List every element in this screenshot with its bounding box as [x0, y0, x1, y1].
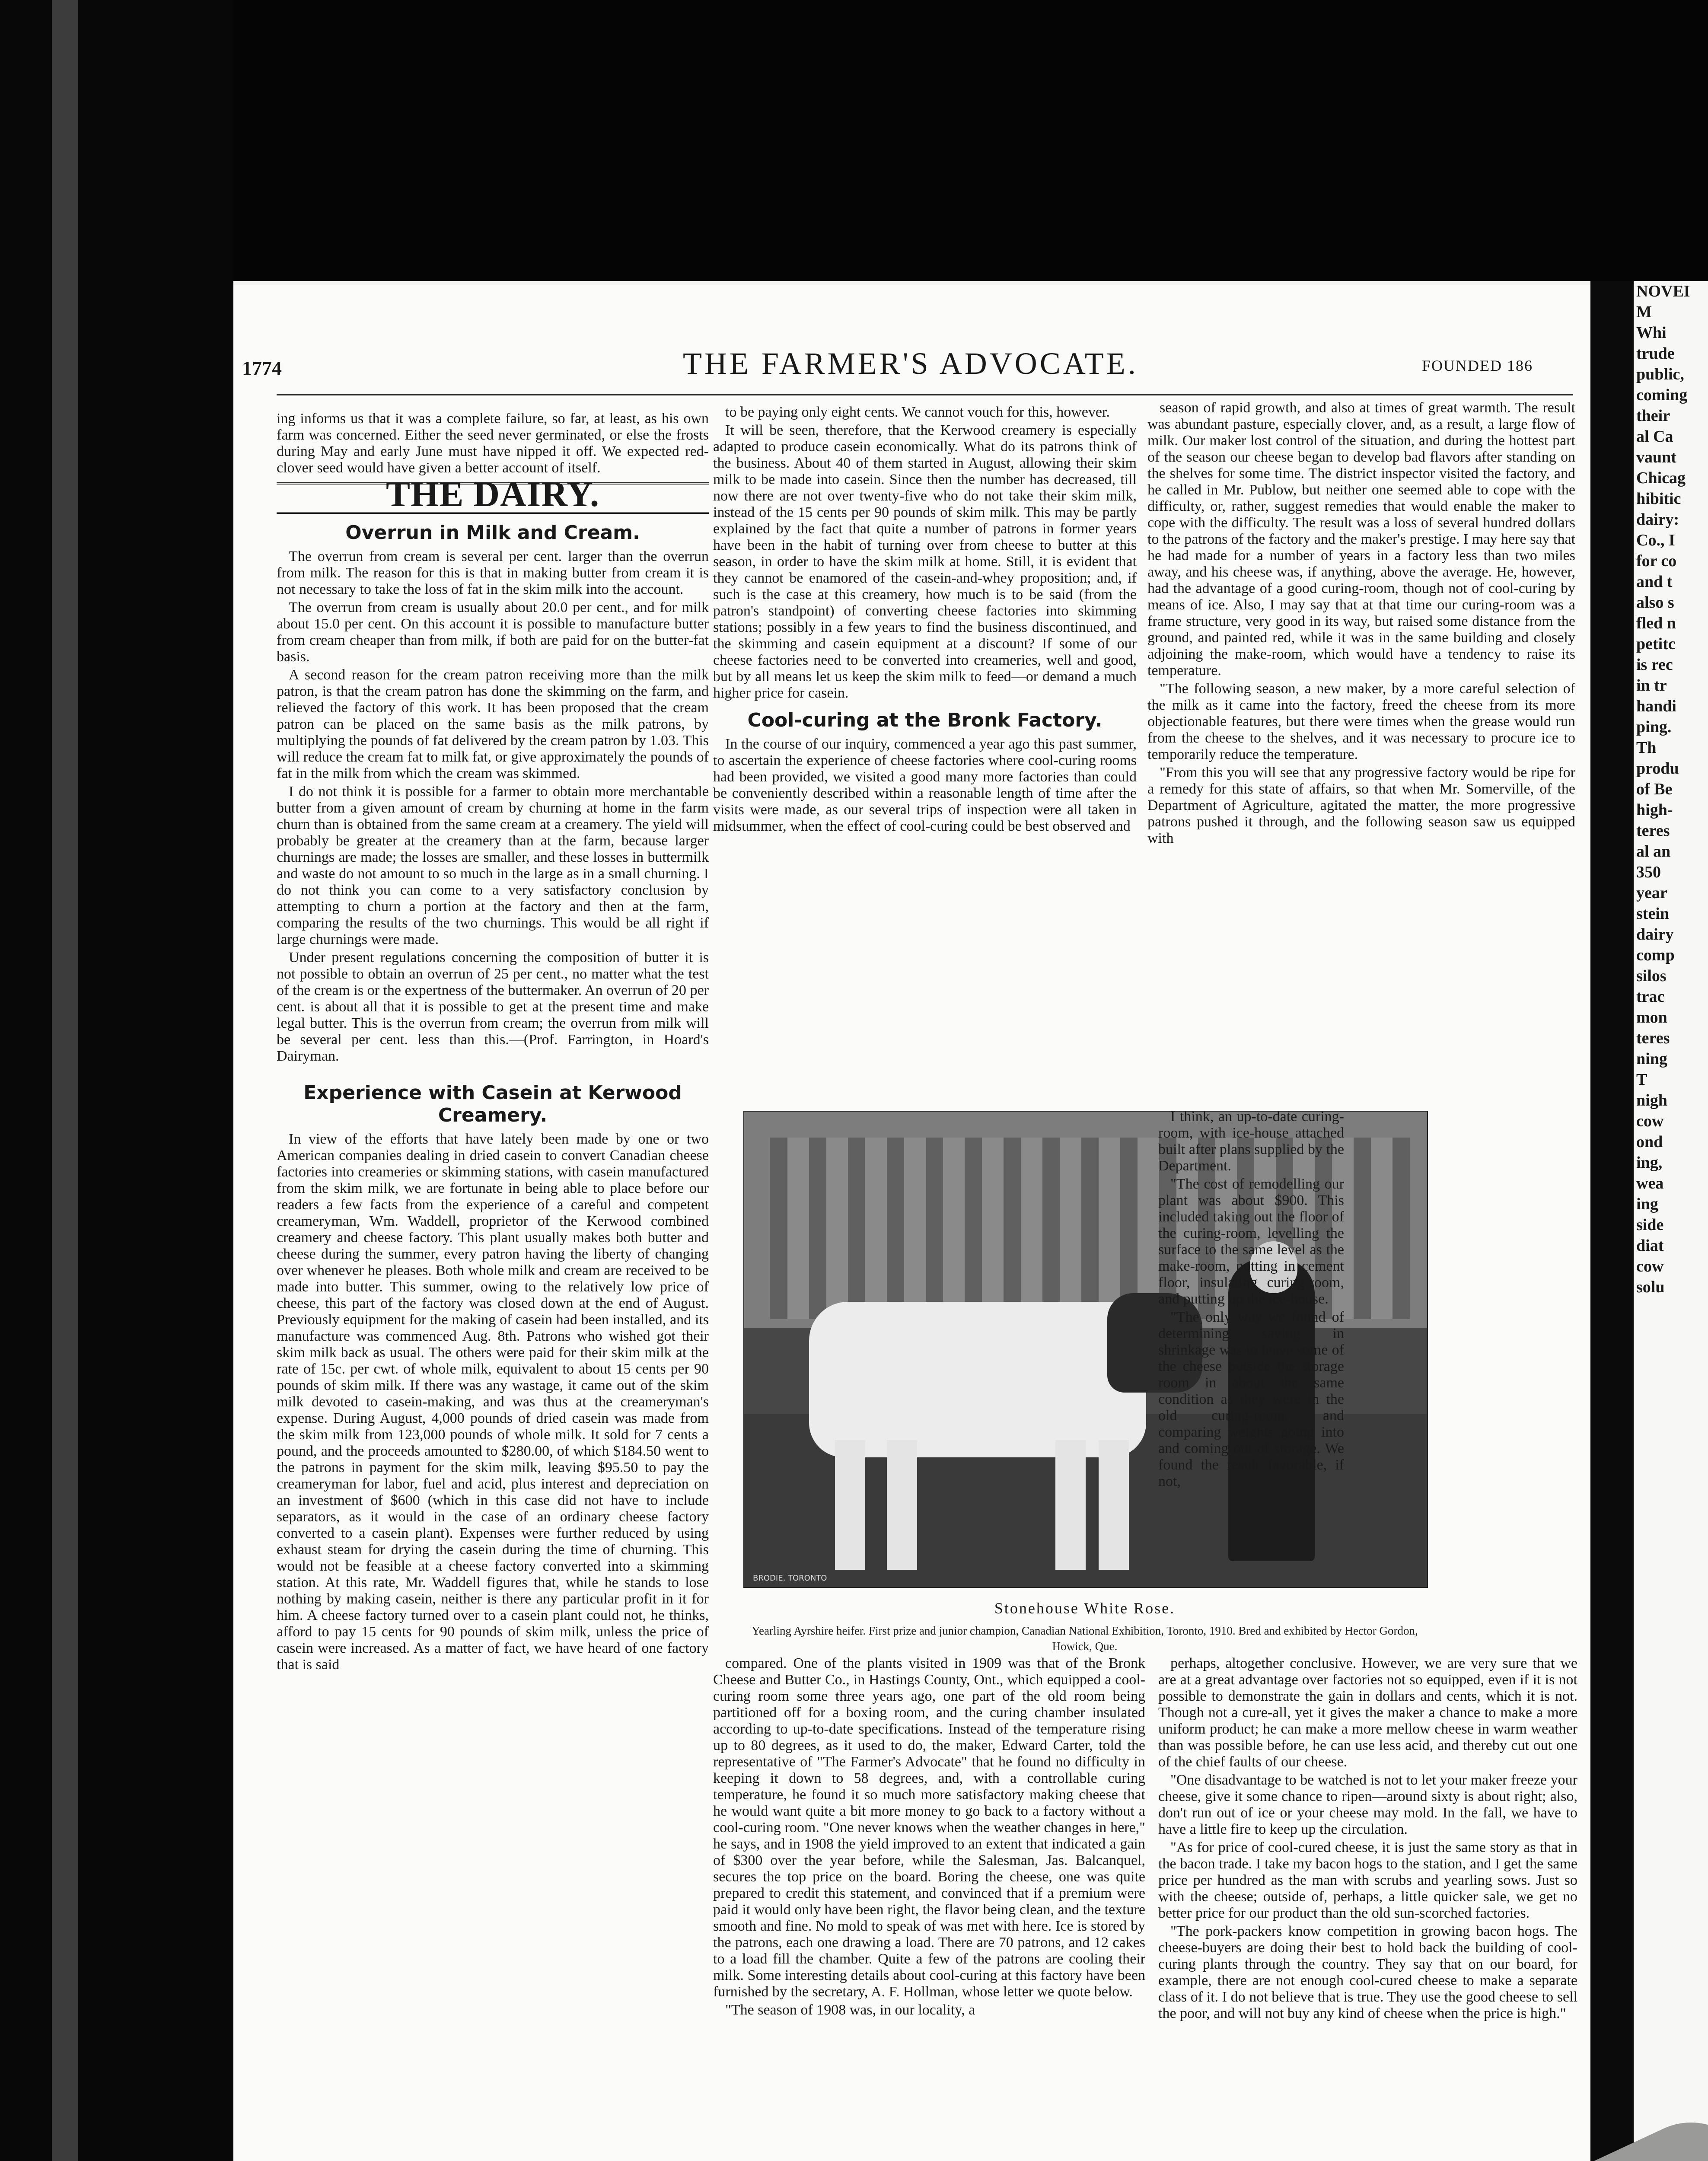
paragraph: The overrun from cream is several per cent. larger than the overrun from milk. The reason for this is that in making butter from cream it is not necessary to take the loss of fat in the skim milk into the account. [277, 548, 709, 597]
adjacent-page-line: teres [1636, 822, 1670, 840]
casein-continuation [713, 404, 1137, 701]
page-gutter [1590, 281, 1634, 2161]
paragraph: In the course of our inquiry, commenced a year ago this past summer, to ascertain the experience of cheese factories where cool-curing rooms had been provided, we visited a good many more factories than could be conveniently described within a reasonable length of time after the visits were made, as our several trips of inspection were all taken in midsummer, when the effect of cool-curing could be best observed and [713, 736, 1137, 834]
adjacent-page-line: stein [1636, 905, 1669, 923]
article-body-overrun [277, 548, 709, 1065]
adjacent-page-line: Whi [1636, 324, 1667, 342]
photo-caption-text: Yearling Ayrshire heifer. First prize and junior champion, Canadian National Exhibition, Toronto, 1910. Bred and exhibited by Hector Gordon, Howick, Que. [752, 1624, 1418, 1653]
paragraph: "One disadvantage to be watched is not to let your maker freeze your cheese, give it some chance to ripen—around sixty is about right; also, don't run out of ice or your cheese may mold. In the fall, we have to have a little fire to keep up the circulation. [1158, 1772, 1577, 1837]
page-number: 1774 [242, 357, 282, 379]
adjacent-page-line: T [1636, 1071, 1647, 1089]
adjacent-page-line: of Be [1636, 780, 1673, 798]
adjacent-page-line: wea [1636, 1174, 1664, 1192]
intro-paragraph: ing informs us that it was a complete failure, so far, at least, as his own farm was concerned. Either the seed never germinated, or else the frosts during May and early June must have nipped it off. We expected red-clover seed would have given a better account of itself. [277, 411, 709, 476]
paragraph: Under present regulations concerning the composition of butter it is not possible to obtain an overrun of 25 per cent., no matter what the test of the cream is or the expertness of the buttermaker. An overrun of 20 per cent. is about all that it is possible to get at the present time and make legal butter. This is the overrun from cream; the overrun from milk will be several per cent. less than this.—(Prof. Farrington, in Hoard's Dairyman. [277, 950, 709, 1064]
adjacent-page-line: in tr [1636, 676, 1667, 695]
paragraph: season of rapid growth, and also at times of great warmth. The result was abundant pasture, especially clover, and, as a result, a large flow of milk. Our maker lost control of the situation, and during the hottest part of the season our cheese began to develop bad flavors after standing on the shelves for some time. The district inspector visited the factory, and he called in Mr. Publow, but neither one seemed able to cope with the difficulty, or, rather, suggest remedies that would enable the maker to cope with the difficulty. The result was a loss of several hundred dollars to the patrons of the factory and the maker's prestige. I may here say that he had made for a number of years in a factory less than two miles away, and his cheese was, if anything, above the average. He, however, had the advantage of a good curing-room, though not of cool-curing by means of ice. Also, I may say that at that time our curing-room was a frame structure, very good in its way, but raised some distance from the ground, and painted red, while it was in the same building and closely adjoining the make-room, which would have a tendency to raise its temperature. [1147, 400, 1575, 679]
adjacent-page-line: Chicag [1636, 469, 1686, 487]
adjacent-page-line: Co., I [1636, 531, 1675, 549]
bronk-factory-text [713, 1655, 1145, 2018]
scan-dark-border-top [0, 0, 1708, 281]
adjacent-page-line: trude [1636, 344, 1675, 363]
cool-curing-letter [1147, 400, 1575, 847]
column-3-lower [1158, 1655, 1577, 2024]
paragraph: In view of the efforts that have lately been made by one or two American companies dealing in dried casein to convert Canadian cheese factories into creameries or skimming stations, with casein manufactured from the skim milk, we are fortunate in being able to place before our readers a few facts from the experience of a careful and competent creameryman, Wm. Waddell, proprietor of the Kerwood combined creamery and cheese factory. This plant usually makes both butter and cheese during the summer, every patron having the liberty of changing over whenever he pleases. Both whole milk and cream are received to be made into butter. This summer, owing to the relatively low price of cheese, this part of the factory was closed down at the end of August. Previously equipment for the making of casein had been installed, and its manufacture was commenced Aug. 8th. Patrons who wished got their skim milk back as usual. The others were paid for their skim milk at the rate of 15c. per cwt. of whole milk, equivalent to about 15 cents per 90 pounds of skim milk. If there was any wastage, it came out of the skim milk devoted to casein-making, and was thus at the creameryman's expense. During August, 4,000 pounds of dried casein was made from the skim milk from 123,000 pounds of whole milk. It sold for 7 cents a pound, and the proceeds amounted to $280.00, of which $184.50 went to the patrons in payment for the skim milk, leaving $95.50 to pay the creameryman for labor, fuel and acid, plus interest and depreciation on an investment of $600 (which in this case did not have to include separators, as it would in the case of an ordinary cheese factory converted to a casein plant). Expenses were further reduced by using exhaust steam for drying the casein during the time of churning. This would not be feasible at a cheese factory converted into a skimming station. At this rate, Mr. Waddell figures that, while he stands to lose nothing by making casein, neither is there any particular profit in it for him. A cheese factory turned over to a casein plant could not, he thinks, afford to pay 15 cents for 90 pounds of skim milk, unless the price of casein were increased. As a matter of fact, we have heard of one factory that is said [277, 1131, 709, 1673]
adjacent-page-line: comp [1636, 946, 1675, 964]
adjacent-page-line: cow [1636, 1112, 1664, 1130]
adjacent-page-line: petitc [1636, 635, 1676, 653]
heifer [809, 1302, 1146, 1457]
paragraph: I think, an up-to-date curing-room, with ice-house attached built after plans supplied by the Department. [1158, 1109, 1344, 1174]
header-rule [277, 394, 1573, 395]
column-1 [277, 411, 709, 1675]
paragraph: compared. One of the plants visited in 1909 was that of the Bronk Cheese and Butter Co., in Hastings County, Ont., which equipped a cool-curing room some three years ago, one part of the old room being partitioned off for a boxing room, and the curing chamber insulated according to up-to-date specifications. Instead of the temperature rising up to 80 degrees, as it used to do, the maker, Edward Carter, told the representative of "The Farmer's Advocate" that he found no difficulty in keeping it down to 58 degrees, and, with a controllable curing temperature, he found it so much more satisfactory making cheese that he would want quite a bit more money to go back to a factory without a cool-curing room. "One never knows when the weather changes in here," he says, and in 1908 the yield improved to an extent that indicated a gain of $300 over the year before, while the Salesman, Jas. Balcanquel, secures the top price on the board. Boring the cheese, one was quite prepared to credit this statement, and convinced that if a premium were paid it would only have been right, the flavor being clean, and the texture smooth and fine. No mold to speak of was met with here. Ice is stored by the patrons, each one drawing a load. There are 70 patrons, and 12 cakes to a load fill the chamber. Quite a few of the patrons are cooling their milk. Some interesting details about cool-curing at this factory have been furnished by the secretary, A. F. Hollman, whose letter we quote below. [713, 1655, 1145, 2000]
adjacent-page-line: solu [1636, 1278, 1665, 1296]
adjacent-page-fragment [1634, 281, 1708, 2161]
article-title-overrun: Overrun in Milk and Cream. [345, 522, 640, 544]
adjacent-page-line: NOVEI [1636, 282, 1690, 300]
paragraph: "The following season, a new maker, by a more careful selection of the milk as it came into the factory, freed the cheese from its more objectionable features, but there were times when the grease would run from the cheese to the shelves, and it was necessary to procure ice to temporarily reduce the temperature. [1147, 681, 1575, 762]
photo-caption-title: Stonehouse White Rose. [994, 1600, 1176, 1617]
article-title-casein: Experience with Casein at Kerwood Creamery. [303, 1082, 682, 1126]
adjacent-page-line: cow [1636, 1257, 1664, 1275]
scan-edge-strip [52, 0, 78, 2161]
adjacent-page-line: ping. [1636, 718, 1672, 736]
column-2-lower [713, 1655, 1145, 2020]
adjacent-page-line: ond [1636, 1133, 1663, 1151]
adjacent-page-line: is rec [1636, 656, 1673, 674]
adjacent-page-text [1634, 281, 1708, 1297]
adjacent-page-line: fled n [1636, 614, 1676, 632]
adjacent-page-line: teres [1636, 1029, 1670, 1047]
adjacent-page-line: trac [1636, 988, 1665, 1006]
paragraph: "The season of 1908 was, in our locality, a [725, 2002, 975, 2018]
adjacent-page-line: handi [1636, 697, 1676, 715]
paragraph: "The only way we found of determining saving in shrinkage was to leave some of the cheese outside the storage room in about the same condition as they were in the old curing-room, and comparing weights going into and coming out of storage. We found the result favorable, if not, [1158, 1309, 1344, 1489]
paragraph: "The pork-packers know competition in growing bacon hogs. The cheese-buyers are doing their best to hold back the building of cool-curing plants through the country. They say that on our board, for example, there are not enough cool-cured cheese to make a separate class of it. I do not believe that is true. They use the good cheese to sell the poor, and will not buy any kind of cheese when the price is high." [1158, 1923, 1577, 2021]
founded-line: FOUNDED 186 [1422, 357, 1533, 374]
adjacent-page-line: hibitic [1636, 490, 1681, 508]
paragraph: to be paying only eight cents. We cannot vouch for this, however. [725, 404, 1110, 420]
photo-credit: BRODIE, TORONTO [753, 1574, 827, 1583]
adjacent-page-line: diat [1636, 1237, 1664, 1255]
paragraph: I do not think it is possible for a farmer to obtain more merchantable butter from a given amount of cream by churning at home in the farm churn than is obtained from the same cream at a creamery. The yield will probably be greater at the creamery than at the farm, because larger churnings are made; the losses are smaller, and these losses in buttermilk and waste do not amount to so much in the large as in a small churning. I do not think you can come to a very satisfactory conclusion by attempting to churn a portion at the factory and then at the farm, comparing the results of the two churnings. This would be all right if large churnings were made. [277, 784, 709, 947]
masthead: THE FARMER'S ADVOCATE. [683, 346, 1138, 381]
paragraph: A second reason for the cream patron receiving more than the milk patron, is that the cream patron has done the skimming on the farm, and relieved the factory of this work. It has been proposed that the cream patron can be placed on the same basis as the milk patrons, by multiplying the pounds of fat delivered by the cream patron by 1.03. This will reduce the cream fat to milk fat, or give approximately the pounds of fat in the milk from which the cream was skimmed. [277, 667, 709, 781]
article-body-cool-curing [713, 736, 1137, 835]
adjacent-page-line: dairy [1636, 925, 1674, 943]
adjacent-page-line: mon [1636, 1008, 1667, 1026]
adjacent-page-line: year [1636, 884, 1667, 902]
adjacent-page-line: M [1636, 303, 1652, 321]
adjacent-page-line: nigh [1636, 1091, 1667, 1109]
paragraph: The overrun from cream is usually about 20.0 per cent., and for milk about 15.0 per cent. On this account it is possible to manufacture butter from cream cheaper than from milk, if both are paid for on the butter-fat basis. [277, 599, 709, 665]
adjacent-page-line: ing, [1636, 1154, 1663, 1172]
adjacent-page-line: ing [1636, 1195, 1658, 1213]
adjacent-page-line: public, [1636, 365, 1684, 383]
adjacent-page-line: their [1636, 407, 1670, 425]
scan-dark-border-left [0, 0, 233, 2161]
column-3-narrow [1158, 1109, 1344, 1492]
section-banner [277, 474, 709, 514]
letter-narrow-text [1158, 1109, 1344, 1490]
adjacent-page-line: high- [1636, 801, 1673, 819]
adjacent-page-line: and t [1636, 573, 1673, 591]
paragraph: "As for price of cool-cured cheese, it is just the same story as that in the bacon trade. I take my bacon hogs to the station, and I get the same price per hundred as the man with scrubs and yearling sows. Just so with the cheese; outside of, perhaps, a little quicker sale, we get no better price for our product than the old sun-scorched factories. [1158, 1839, 1577, 1921]
adjacent-page-line: ning [1636, 1050, 1667, 1068]
paragraph: It will be seen, therefore, that the Kerwood creamery is especially adapted to produce casein economically. What do its patrons think of the business. About 40 of them started in August, allowing their skim milk to be made into casein. Since then the number has decreased, till now there are not over twenty-five who do not take their skim milk, instead of the 15 cents per 90 pounds of skim milk. This may be partly explained by the fact that quite a number of patrons in former years have been in the habit of turning over from cheese to butter at this season, in order to have the skim milk at home. Still, it is evident that they cannot be enamored of the casein-and-whey proposition; and, if such is the case at this creamery, how much is to be said (from the patron's standpoint) of converting cheese factories into skimming stations; possibly in a few years to find the business discontinued, and the skimming and casein equipment at a discount? If some of our cheese factories need to be converted into creameries, well and good, but by all means let us keep the skim milk to feed—or demand a much higher price for casein. [713, 422, 1137, 701]
adjacent-page-line: silos [1636, 967, 1667, 985]
adjacent-page-line: also s [1636, 593, 1674, 612]
adjacent-page-line: 350 [1636, 863, 1661, 881]
column-2 [713, 404, 1137, 836]
section-title: THE DAIRY. [386, 474, 600, 514]
article-title-cool-curing: Cool-curing at the Bronk Factory. [747, 709, 1103, 731]
adjacent-page-line: for co [1636, 552, 1677, 570]
adjacent-page-line: al Ca [1636, 427, 1673, 446]
paragraph: "The cost of remodelling our plant was about $900. This included taking out the floor of the curing-room, levelling the surface to the same level as the make-room, putting in cement floor, insulating curing-room, and putting up the ice-house. [1158, 1176, 1344, 1307]
article-body-casein [277, 1131, 709, 1673]
adjacent-page-line: Th [1636, 739, 1657, 757]
adjacent-page-line: al an [1636, 842, 1671, 861]
paragraph: perhaps, altogether conclusive. However, we are very sure that we are at a great advantage over factories not so equipped, even if it is not possible to demonstrate the gain in dollars and cents, which it is not. Though not a cure-all, yet it gives the maker a chance to make a more uniform product; he can make a more mellow cheese in warm weather than was possible before, he can use less acid, and thereby cut out one of the chief faults of our cheese. [1158, 1655, 1577, 1770]
adjacent-page-line: coming [1636, 386, 1688, 404]
column-3 [1147, 400, 1575, 848]
letter-lower-text [1158, 1655, 1577, 2022]
adjacent-page-line: vaunt [1636, 448, 1676, 466]
paragraph: "From this you will see that any progressive factory would be ripe for a remedy for this state of affairs, so that when Mr. Somerville, of the Department of Agriculture, agitated the matter, the more progressive patrons pushed it through, and the following season saw us equipped with [1147, 765, 1575, 846]
adjacent-page-line: dairy: [1636, 510, 1679, 529]
adjacent-page-line: side [1636, 1216, 1664, 1234]
adjacent-page-line: produ [1636, 759, 1679, 778]
